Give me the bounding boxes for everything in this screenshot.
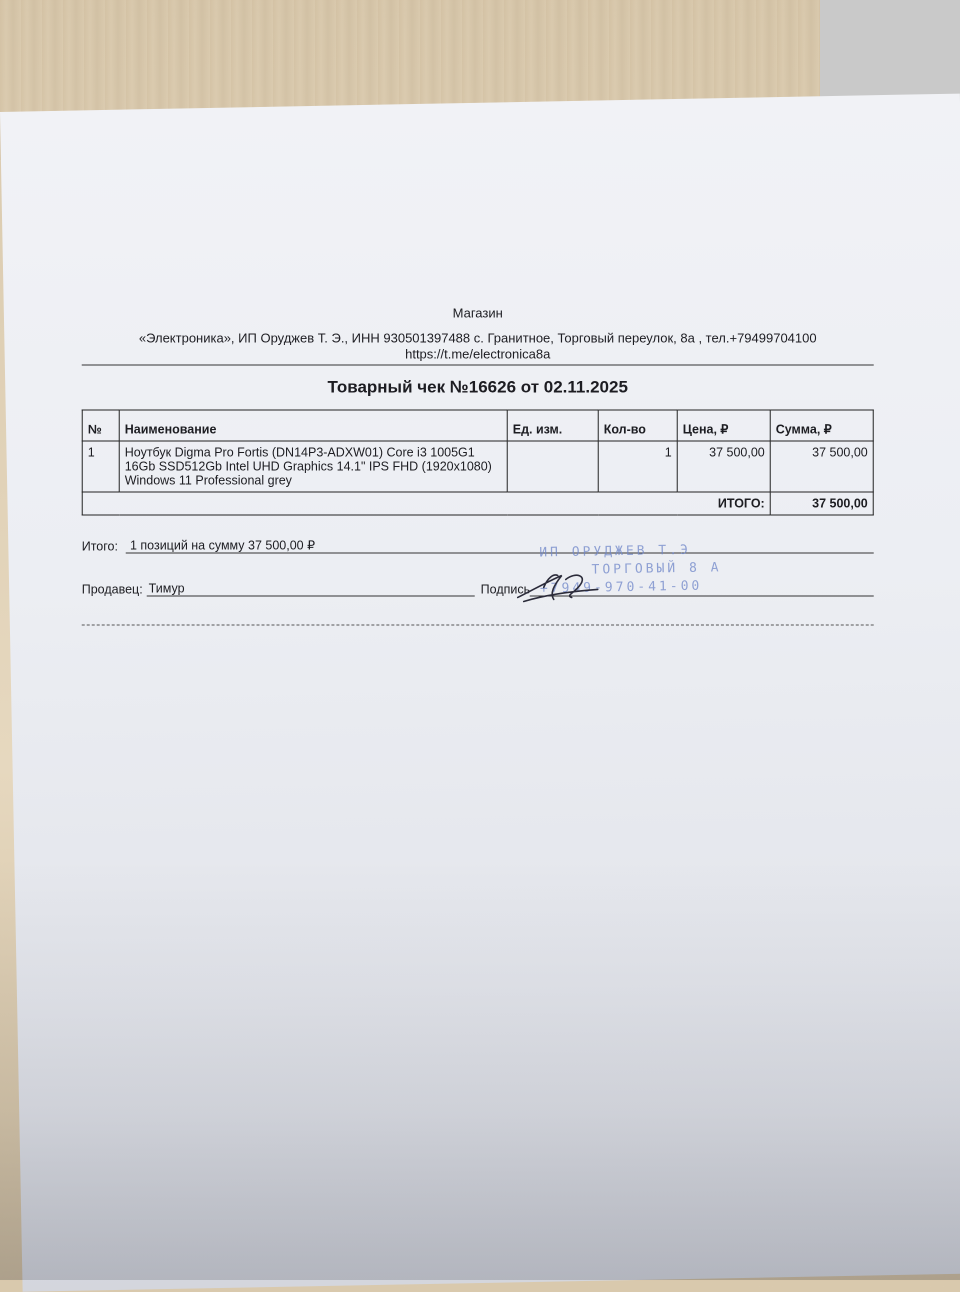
summary-value: 1 позиций на сумму 37 500,00 ₽ [126, 537, 874, 553]
stamp-line-2: ТОРГОВЫЙ 8 А [591, 560, 722, 578]
col-header-unit: Ед. изм. [507, 410, 598, 441]
row-price: 37 500,00 [677, 441, 770, 492]
col-header-name: Наименование [119, 410, 507, 441]
col-header-quantity: Кол-во [598, 410, 677, 441]
row-sum: 37 500,00 [770, 441, 873, 492]
shop-label: Магазин [452, 305, 503, 321]
item-name-line-2: 16Gb SSD512Gb Intel UHD Graphics 14.1" IPS FHD (1920x1080) [124, 459, 492, 474]
shop-info-line-1: «Электроника», ИП Оруджев Т. Э., ИНН 930501397488 с. Гранитное, Торговый переулок, 8а , тел.+79499704100 [138, 330, 817, 346]
row-number: 1 [82, 441, 119, 492]
seller-name: Тимур [147, 581, 475, 596]
items-table [82, 409, 874, 515]
shop-info [82, 330, 874, 362]
col-header-sum: Сумма, ₽ [770, 410, 873, 441]
handwritten-signature [514, 567, 604, 607]
table-row [82, 441, 873, 492]
row-unit [507, 441, 598, 492]
signature-label: Подпись [480, 582, 531, 597]
col-header-number: № [82, 410, 119, 441]
receipt-document [82, 305, 874, 625]
row-item-name [119, 441, 507, 492]
header-divider [82, 364, 874, 365]
summary-label: Итого: [81, 539, 118, 554]
item-name-line-1: Ноутбук Digma Pro Fortis (DN14P3-ADXW01) Core i3 1005G1 [124, 445, 475, 460]
seller-label: Продавец: [81, 582, 143, 597]
cut-line [82, 624, 874, 625]
total-label: ИТОГО: [82, 492, 770, 515]
stamp-line-3: +7949-970-41-00 [539, 578, 703, 597]
shop-info-line-2: https://t.me/electronica8a [405, 346, 551, 362]
item-name-line-3: Windows 11 Professional grey [124, 473, 292, 488]
stamp-line-1: ИП ОРУДЖЕВ Т.Э [539, 542, 691, 561]
table-header-row [82, 410, 873, 441]
row-quantity: 1 [598, 441, 677, 492]
table-total-row [82, 492, 873, 515]
total-value: 37 500,00 [770, 492, 873, 515]
receipt-title: Товарный чек №16626 от 02.11.2025 [327, 377, 628, 397]
receipt-paper [0, 94, 960, 1292]
col-header-price: Цена, ₽ [677, 410, 770, 441]
